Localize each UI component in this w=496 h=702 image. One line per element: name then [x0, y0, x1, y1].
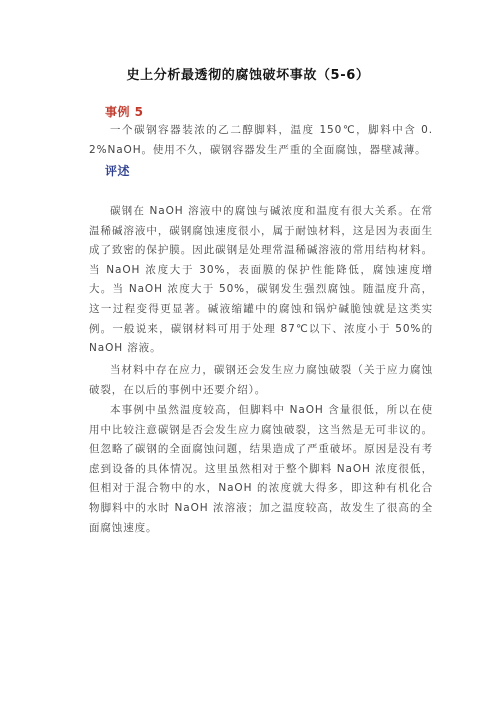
- document-title: 史上分析最透彻的腐蚀破坏事故（5-6）: [126, 68, 370, 83]
- comment-paragraph-2: 当材料中存在应力，碳钢还会发生应力腐蚀破裂（关于应力腐蚀破裂，在以后的事例中还要介绍）。: [89, 364, 433, 396]
- comment-paragraph-1: 碳钢在 NaOH 溶液中的腐蚀与碱浓度和温度有很大关系。在常温稀碱溶液中，碳钢腐蚀速度很小，属于耐蚀材料，这是因为表面生成了致密的保护膜。因此碳钢是处理常温稀碱溶液的常用结构材料。当 NaOH 浓度大于 30%，表面膜的保护性能降低，腐蚀速度增大。当 NaOH 浓度大于 50%，碳钢发生强烈腐蚀。随温度升高，这一过程变得更显著。碱液缩罐中的腐蚀和锅炉碱脆蚀就是这类实例。一般说来，碳钢材料可用于处理 87℃以下、浓度小于 50%的 NaOH 溶液。: [89, 205, 433, 355]
- case-heading: 事例 5: [105, 105, 144, 119]
- case-paragraph: 一个碳钢容器装浓的乙二醇脚料，温度 150℃，脚料中含 0.2%NaOH。使用不久，碳钢容器发生严重的全面腐蚀，器壁减薄。: [89, 124, 433, 156]
- comment-heading: 评述: [105, 164, 131, 178]
- comment-paragraph-3: 本事例中虽然温度较高，但脚料中 NaOH 含量很低，所以在使用中比较注意碳钢是否会发生应力腐蚀破裂，这当然是无可非议的。但忽略了碳钢的全面腐蚀问题，结果造成了严重破坏。原因是没有考虑到设备的具体情况。这里虽然相对于整个脚料 NaOH 浓度很低，但相对于混合物中的水，NaOH 的浓度就大得多，即这种有机化合物脚料中的水时 NaOH 浓溶液；加之温度较高，故发生了很高的全面腐蚀速度。: [89, 404, 433, 534]
